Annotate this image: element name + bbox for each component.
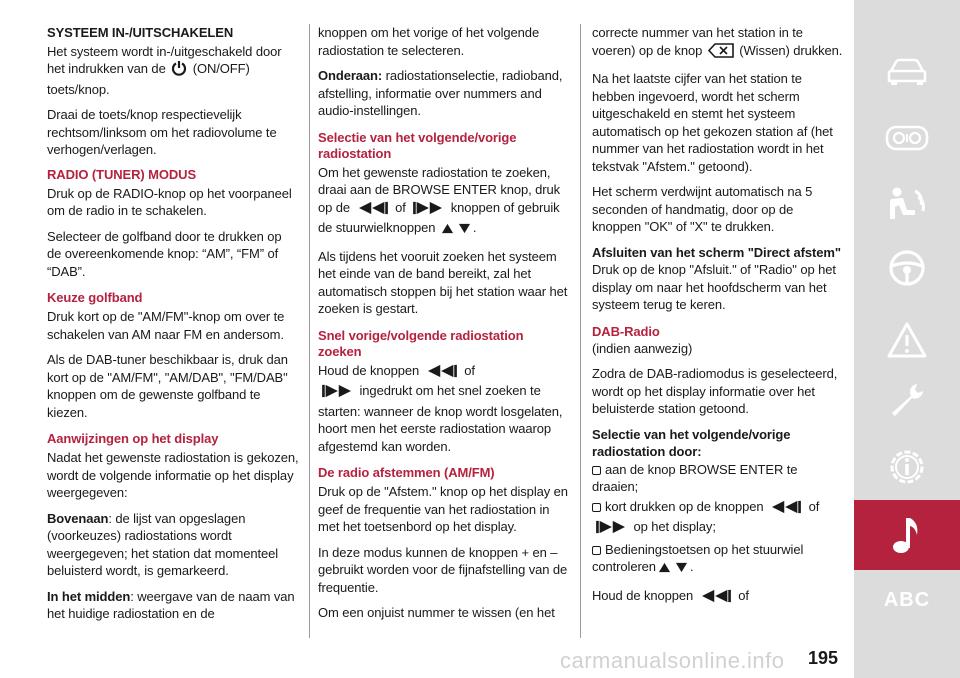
arrow-down-icon <box>675 561 688 579</box>
paragraph: Zodra de DAB-radiomodus is geselecteerd, wordt op het display informatie over het beluisterde station getoond. <box>592 366 838 416</box>
next-track-icon <box>594 520 628 539</box>
seatbelt-person-icon <box>887 185 927 225</box>
paragraph: Om het gewenste radiostation te zoeken, draai aan de BROWSE ENTER knop, druk op de of knoppen of gebruik de stuurwielknoppen . <box>318 164 570 240</box>
previous-track-icon <box>425 364 459 383</box>
bullet-icon <box>592 546 601 555</box>
paragraph: Om een onjuist nummer te wissen (en het <box>318 605 555 620</box>
next-track-icon <box>411 201 445 220</box>
sidebar-item-maintenance[interactable] <box>854 365 960 435</box>
paragraph: In het midden: weergave van de naam van het huidige radiostation en de <box>47 588 295 621</box>
sidebar-item-specifications[interactable] <box>854 432 960 502</box>
power-icon <box>171 60 187 81</box>
heading-dab-radio: DAB-Radio <box>592 323 660 339</box>
music-note-icon <box>889 513 925 557</box>
list-item: aan de knop BROWSE ENTER te draaien; <box>592 461 798 494</box>
column-divider <box>309 24 310 638</box>
backspace-icon <box>708 43 734 63</box>
heading-snel-zoeken: Snel vorige/volgende radiostation zoeken <box>318 327 524 359</box>
next-track-icon <box>320 384 354 403</box>
paragraph: Druk op de RADIO-knop op het voorpaneel om de radio in te schakelen. <box>47 185 292 218</box>
previous-track-icon <box>699 589 733 608</box>
sidebar-item-safety[interactable] <box>854 170 960 240</box>
index-abc-label: ABC <box>883 588 931 611</box>
heading-aanwijzingen: Aanwijzingen op het display <box>47 431 219 446</box>
paragraph: Draai de toets/knop respectievelijk rechtsom/linksom om het radiovolume te verhogen/verlagen. <box>47 107 277 157</box>
heading-afstemmen: De radio afstemmen (AM/FM) <box>318 465 495 480</box>
heading-afsluiten: Afsluiten van het scherm "Direct afstem" <box>592 244 841 260</box>
arrow-up-icon <box>441 222 454 240</box>
sidebar-item-multimedia[interactable] <box>854 500 960 570</box>
paragraph: Druk op de knop "Afsluit." of "Radio" op het display om naar het hoofdscherm van het systeem terug te keren. <box>592 262 836 312</box>
dashboard-icon <box>885 123 929 153</box>
paragraph: Druk op de "Afstem." knop op het display en geef de frequentie van het radiostation in met het toetsenbord op het display. <box>318 484 568 534</box>
paragraph: Het systeem wordt in-/uitgeschakeld door het indrukken van de (ON/OFF) toets/knop. <box>47 43 282 97</box>
heading-keuze-golfband: Keuze golfband <box>47 290 143 305</box>
arrow-up-icon <box>658 561 671 579</box>
car-icon <box>885 57 929 87</box>
paragraph: Houd de knoppen of ingedrukt om het snel zoeken te starten: wanneer de knop wordt losgelaten, hoort men het eerste radiostation waarop afgestemd kan worden. <box>318 362 563 454</box>
list-item: kort drukken op de knoppen of op het display; <box>592 498 844 539</box>
column-2 <box>318 24 570 630</box>
chapter-sidebar <box>854 0 960 678</box>
paragraph: Houd de knoppen of <box>592 587 844 608</box>
paragraph: Selecteer de golfband door te drukken op de overeenkomende knop: “AM”, “FM” of “DAB”. <box>47 228 282 279</box>
warning-triangle-icon <box>886 321 928 359</box>
paragraph: Na het laatste cijfer van het station te hebben ingevoerd, wordt het scherm uitgeschakeld en stemt het systeem automatisch op het gekozen station af (het nummer van het radiostation wordt in het tekstvak "Afstem." getoond). <box>592 71 833 174</box>
column-divider <box>580 24 581 638</box>
arrow-down-icon <box>458 222 471 240</box>
heading-radio-modus: RADIO (TUNER) MODUS <box>47 166 197 182</box>
previous-track-icon <box>769 500 803 519</box>
heading-selectie-dab: Selectie van het volgende/vorige radiostation door: <box>592 426 791 459</box>
paragraph: Nadat het gewenste radiostation is gekozen, wordt de volgende informatie op het display weergegeven: <box>47 450 299 500</box>
column-3 <box>592 24 844 615</box>
heading-selectie: Selectie van het volgende/vorige radiostation <box>318 129 517 161</box>
page-number: 195 <box>808 648 839 668</box>
heading-systeem: SYSTEEM IN-/UITSCHAKELEN <box>47 25 234 40</box>
sidebar-item-index[interactable] <box>854 565 960 635</box>
sidebar-item-dashboard[interactable] <box>854 103 960 173</box>
paragraph: Als de DAB-tuner beschikbaar is, druk dan kort op de "AM/FM", "AM/DAB", "FM/DAB" knoppen om de gewenste golfband te kiezen. <box>47 352 288 420</box>
paragraph: Als tijdens het vooruit zoeken het systeem het einde van de band bereikt, zal het automatisch stoppen bij het station waar het zoeken is gestart. <box>318 248 568 316</box>
sidebar-item-car[interactable] <box>854 37 960 107</box>
paragraph: In deze modus kunnen de knoppen + en – gebruikt worden voor de fijnafstelling van de frequentie. <box>318 544 568 595</box>
column-1 <box>47 24 299 631</box>
sidebar-item-driving[interactable] <box>854 233 960 303</box>
steering-wheel-icon <box>887 248 927 288</box>
paragraph: (indien aanwezig) <box>592 340 693 356</box>
paragraph: knoppen om het vorige of het volgende radiostation te selecteren. <box>318 25 540 58</box>
paragraph: Druk kort op de "AM/FM"-knop om over te schakelen van AM naar FM en andersom. <box>47 309 285 342</box>
paragraph: Onderaan: radiostationselectie, radioband, afstelling, informatie over nummers and audio-instellingen. <box>318 68 563 118</box>
paragraph: Bovenaan: de lijst van opgeslagen (voorkeuzes) radiostations wordt weergegeven; het station dat momenteel beluisterd wordt, is gemarkeerd. <box>47 510 279 578</box>
watermark: carmanualsonline.info <box>560 648 785 673</box>
bullet-icon <box>592 466 601 475</box>
list-item: Bedieningstoetsen op het stuurwiel controleren . <box>592 541 844 579</box>
paragraph: correcte nummer van het station in te voeren) op de knop (Wissen) drukken. <box>592 24 844 62</box>
bullet-icon <box>592 503 601 512</box>
previous-track-icon <box>356 201 390 220</box>
paragraph: Het scherm verdwijnt automatisch na 5 seconden of handmatig, door op de knoppen "OK" of "X" te drukken. <box>592 184 813 234</box>
info-gear-icon <box>886 446 928 488</box>
wrench-icon <box>887 380 927 420</box>
